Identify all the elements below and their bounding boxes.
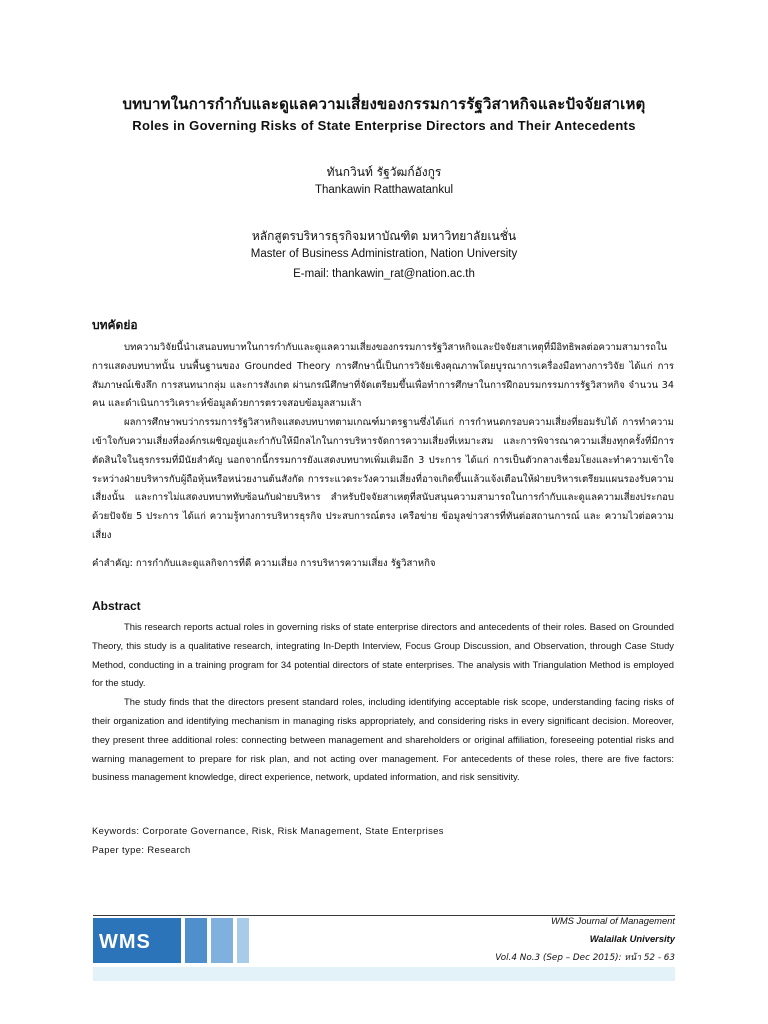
wms-logo-text: WMS [99, 931, 151, 953]
abstract-thai-paragraph-1: บทความวิจัยนี้นำเสนอบทบาทในการกำกับและดูแลความเสี่ยงของกรรมการรัฐวิสาหกิจและปัจจัยสาเหตุที่มีอิทธิพลต่อความสามารถในการแสดงบทบาทนั้น บนพื้นฐานของ Grounded Theory การศึกษานี้เป็นการวิจัยเชิงคุณภาพโดยบูรณาการเครื่องมือทางการวิจัย ได้แก่ การสัมภาษณ์เชิงลึก การสนทนากลุ่ม และการสังเกต ผ่านกรณีศึกษาที่จัดเตรียมขึ้นเพื่อทำการศึกษาในการฝึกอบรมกรรมการรัฐวิสาหกิจ จำนวน 34 คน และดำเนินการวิเคราะห์ข้อมูลด้วยการตรวจสอบข้อมูลสามเส้า [92, 342, 674, 410]
abstract-thai-paragraph-2: ผลการศึกษาพบว่ากรรมการรัฐวิสาหกิจแสดงบทบาทตามเกณฑ์มาตรฐานซึ่งได้แก่ การกำหนดกรอบความเสี่ยงที่ยอมรับได้ การทำความเข้าใจกับความเสี่ยงที่องค์กรเผชิญอยู่และกำกับให้มีกลไกในการบริหารจัดการความเสี่ยงที่เหมาะสม และการพิจารณาความเสี่ยงทุกครั้งที่มีการตัดสินใจในธุรกรรมที่มีนัยสำคัญ นอกจากนี้กรรมการยังแสดงบทบาทเพิ่มเติมอีก 3 ประการ ได้แก่ การเป็นตัวกลางเชื่อมโยงและทำความเข้าใจระหว่างฝ่ายบริหารกับผู้ถือหุ้นหรือหน่วยงานต้นสังกัด การระแวดระวังความเสี่ยงที่อาจเกิดขึ้นแล้วแจ้งเตือนให้ฝ่ายบริหารเตรียมแผนรองรับความเสี่ยงนั้น และการไม่แสดงบทบาททับซ้อนกับฝ่ายบริหาร สำหรับปัจจัยสาเหตุที่สนับสนุนความสามารถในการกำกับและดูแลความเสี่ยงประกอบด้วยปัจจัย 5 ประการ ได้แก่ ความรู้ทางการบริหารธุรกิจ ประสบการณ์ตรง เครือข่าย ข้อมูลข่าวสารที่ทันต่อสถานการณ์ และ ความไวต่อความเสี่ยง [92, 417, 674, 541]
abstract-thai-body [92, 339, 674, 546]
abstract-english-body [92, 618, 674, 787]
title-english: Roles in Governing Risks of State Enterprise Directors and Their Antecedents [132, 118, 636, 133]
journal-name: WMS Journal of Management [550, 915, 675, 926]
paper-type: Paper type: Research [92, 844, 191, 855]
abstract-english-paragraph-1: This research reports actual roles in governing risks of state enterprise directors and antecedents of their roles. Based on Grounded Theory, this study is a qualitative research, integrating In-Depth Interview, Focus Group Discussion, and Observation, through Case Study Method, conducting in a training program for 34 potential directors of state enterprises. The analysis with Triangulation Method is employed for the study. [92, 621, 674, 689]
journal-university: Walailak University [589, 933, 675, 944]
keywords-english: Keywords: Corporate Governance, Risk, Risk Management, State Enterprises [92, 825, 444, 836]
keywords-thai: คำสำคัญ: การกำกับและดูแลกิจการที่ดี ความเสี่ยง การบริหารความเสี่ยง รัฐวิสาหกิจ [92, 558, 436, 569]
logo-bar-3 [237, 918, 249, 963]
affiliation-thai: หลักสูตรบริหารธุรกิจมหาบัณฑิต มหาวิทยาลัยเนชั่น [251, 229, 517, 243]
footer-strip [93, 967, 675, 981]
logo-bar-1 [185, 918, 207, 963]
abstract-thai-heading: บทคัดย่อ [92, 318, 138, 332]
abstract-english-heading: Abstract [92, 599, 141, 613]
journal-issue: Vol.4 No.3 (Sep – Dec 2015): หน้า 52 - 63 [495, 953, 675, 963]
journal-footer [93, 905, 675, 981]
author-name-english: Thankawin Ratthawatankul [314, 184, 454, 196]
title-thai: บทบาทในการกำกับและดูแลความเสี่ยงของกรรมการรัฐวิสาหกิจและปัจจัยสาเหตุ [122, 95, 646, 113]
author-name-thai: ทันกวินท์ รัฐวัฒก์อังกูร [326, 165, 442, 179]
abstract-english-paragraph-2: The study finds that the directors present standard roles, including identifying acceptable risk scope, understanding facing risks of their organization and identifying mechanism in managing risks appropriately, and considering risks in every significant decision. Moreover, they present three additional roles: connecting between management and shareholders or original affiliation, foreseeing potential risks and warning management to prepare for risk plan, and not acting over management. For antecedents of these roles, there are five factors: business management knowledge, direct experience, network, updated information, and risk sensitivity. [92, 696, 674, 783]
author-email: E-mail: thankawin_rat@nation.ac.th [293, 268, 475, 280]
logo-bar-2 [211, 918, 233, 963]
affiliation-english: Master of Business Administration, Nation University [250, 248, 518, 260]
wms-logo [93, 918, 181, 963]
